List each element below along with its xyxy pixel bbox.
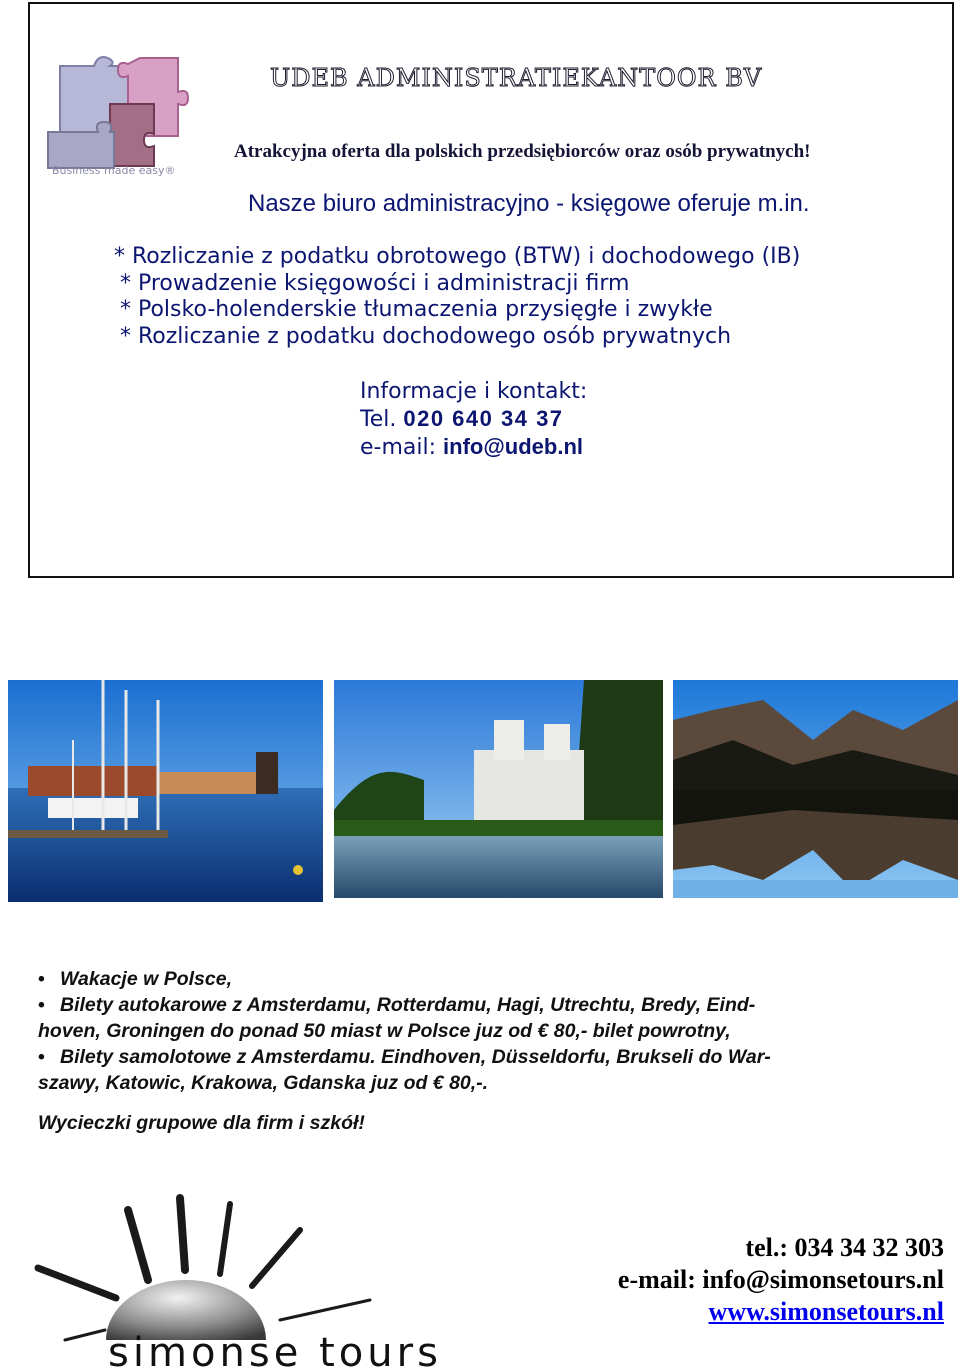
simonse-phone[interactable]: tel.: 034 34 32 303 [745, 1233, 944, 1262]
phone-number[interactable]: 020 640 34 37 [403, 406, 564, 431]
group-trips-text: Wycieczki grupowe dla firm i szkół! [38, 1112, 365, 1134]
simonse-logo-text: simonse tours [108, 1330, 438, 1371]
phone-line [360, 405, 587, 433]
intro-text: Nasze biuro administracyjno - księgowe oferuje m.in. [248, 190, 810, 217]
udeb-contact [360, 378, 587, 461]
offer-text-continued: szawy, Katowic, Krakowa, Gdanska juz od € 80,-. [38, 1072, 489, 1094]
puzzle-logo [40, 48, 200, 180]
logo-caption: Business made easy® [52, 164, 176, 177]
service-item: * Polsko-holenderskie tłumaczenia przysięgłe i zwykłe [120, 297, 713, 322]
email-label: e-mail: [360, 435, 437, 460]
travel-offers [38, 966, 933, 1136]
offer-text: Bilety samolotowe z Amsterdamu. Eindhoven, Düsseldorfu, Brukseli do War- [60, 1046, 771, 1068]
simonse-email[interactable]: e-mail: info@simonsetours.nl [617, 1265, 944, 1294]
offer-text-continued: hoven, Groningen do ponad 50 miast w Polsce juz od € 80,- bilet powrotny, [38, 1020, 731, 1042]
photo-castle [334, 680, 663, 898]
simonse-contact [618, 1232, 944, 1328]
email-line [360, 433, 587, 461]
service-item: * Rozliczanie z podatku dochodowego osób prywatnych [120, 323, 732, 349]
bullet-icon: • [38, 968, 45, 990]
photo-mountain-lake [673, 680, 958, 898]
offer-text: Wakacje w Polsce, [60, 968, 232, 990]
company-title: UDEB ADMINISTRATIEKANTOOR BV [270, 64, 763, 92]
bullet-icon: • [38, 1046, 45, 1068]
service-item: * Prowadzenie księgowości i administracji firm [120, 270, 630, 296]
photo-gdansk-harbor [8, 680, 323, 902]
service-item: * Rozliczanie z podatku obrotowego (BTW) i dochodowego (IB) [114, 244, 801, 269]
simonse-website-link[interactable]: www.simonsetours.nl [708, 1297, 944, 1326]
bullet-icon: • [38, 994, 45, 1016]
phone-label: Tel. [360, 407, 397, 432]
offer-text: Bilety autokarowe z Amsterdamu, Rotterdamu, Hagi, Utrechtu, Bredy, Eind- [60, 994, 756, 1016]
simonse-tours-logo [20, 1190, 450, 1371]
offer-item [38, 992, 933, 1018]
offer-headline: Atrakcyjna oferta dla polskich przedsiębiorców oraz osób prywatnych! [234, 141, 811, 162]
services-list [114, 244, 800, 350]
contact-heading: Informacje i kontakt: [360, 379, 588, 404]
offer-item [38, 1044, 933, 1070]
email-address[interactable]: info@udeb.nl [443, 434, 584, 459]
offer-item [38, 966, 933, 992]
